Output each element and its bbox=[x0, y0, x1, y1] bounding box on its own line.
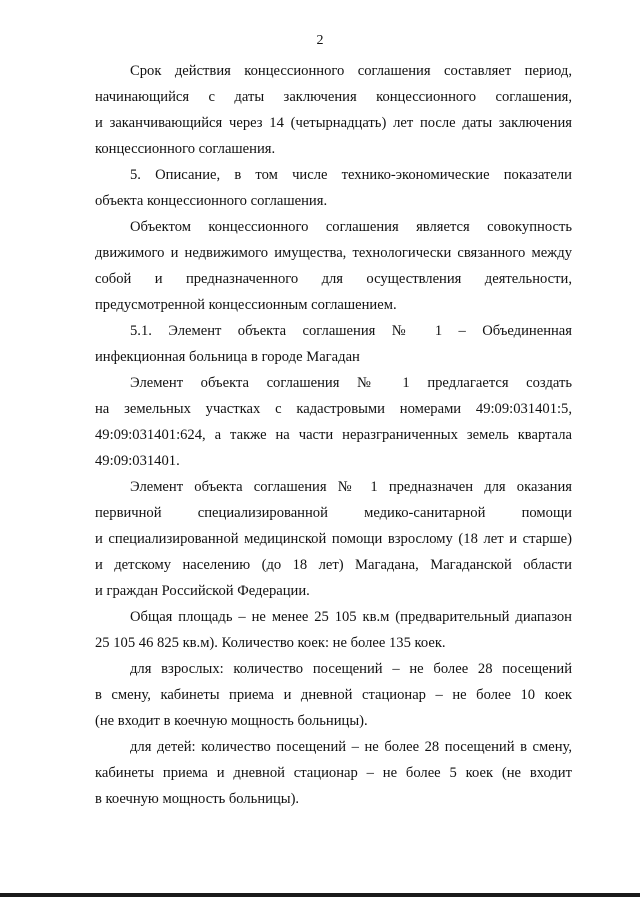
text-line: и граждан Российской Федерации. bbox=[95, 583, 310, 599]
text-line: Элемент объекта соглашения № 1 предназначен для оказания bbox=[130, 479, 572, 495]
text-line: 49:09:031401. bbox=[95, 453, 180, 469]
subsection-heading-line: 5.1. Элемент объекта соглашения № 1 – Объединенная bbox=[130, 323, 572, 339]
text-line: 25 105 46 825 кв.м). Количество коек: не более 135 коек. bbox=[95, 635, 446, 651]
text-line: для детей: количество посещений – не более 28 посещений в смену, bbox=[130, 739, 572, 755]
page-number: 2 bbox=[316, 33, 324, 48]
text-line: 49:09:031401:624, а также на части неразграниченных земель квартала bbox=[95, 427, 572, 443]
section-heading-line: объекта концессионного соглашения. bbox=[95, 193, 328, 209]
text-line: первичной специализированной медико-санитарной помощи bbox=[95, 505, 572, 521]
text-line: движимого и недвижимого имущества, технологически связанного между bbox=[95, 245, 572, 261]
text-line: предусмотренной концессионным соглашением. bbox=[95, 297, 397, 313]
text-line: начинающийся с даты заключения концессионного соглашения, bbox=[95, 89, 572, 105]
text-line: Объектом концессионного соглашения является совокупность bbox=[130, 219, 572, 235]
text-line: в коечную мощность больницы). bbox=[95, 791, 300, 807]
text-line: Элемент объекта соглашения № 1 предлагается создать bbox=[130, 375, 572, 391]
text-line: концессионного соглашения. bbox=[95, 141, 276, 157]
text-line: кабинеты приема и дневной стационар – не более 5 коек (не входит bbox=[95, 765, 572, 781]
text-line: в смену, кабинеты приема и дневной стационар – не более 10 коек bbox=[95, 687, 572, 703]
text-line: и детскому населению (до 18 лет) Магадана, Магаданской области bbox=[95, 557, 572, 573]
text-line: Срок действия концессионного соглашения составляет период, bbox=[130, 63, 572, 79]
text-line: для взрослых: количество посещений – не более 28 посещений bbox=[130, 661, 572, 677]
text-line: (не входит в коечную мощность больницы). bbox=[95, 713, 368, 729]
text-line: на земельных участках с кадастровыми номерами 49:09:031401:5, bbox=[95, 401, 572, 417]
text-line: и специализированной медицинской помощи взрослому (18 лет и старше) bbox=[95, 531, 572, 547]
subsection-heading-line: инфекционная больница в городе Магадан bbox=[95, 349, 360, 365]
text-line: собой и предназначенного для осуществления деятельности, bbox=[95, 271, 572, 287]
text-line: и заканчивающийся через 14 (четырнадцать) лет после даты заключения bbox=[95, 115, 572, 131]
text-line: Общая площадь – не менее 25 105 кв.м (предварительный диапазон bbox=[130, 609, 572, 625]
scan-bottom-edge bbox=[0, 893, 640, 897]
section-heading-line: 5. Описание, в том числе технико-экономические показатели bbox=[130, 167, 572, 183]
